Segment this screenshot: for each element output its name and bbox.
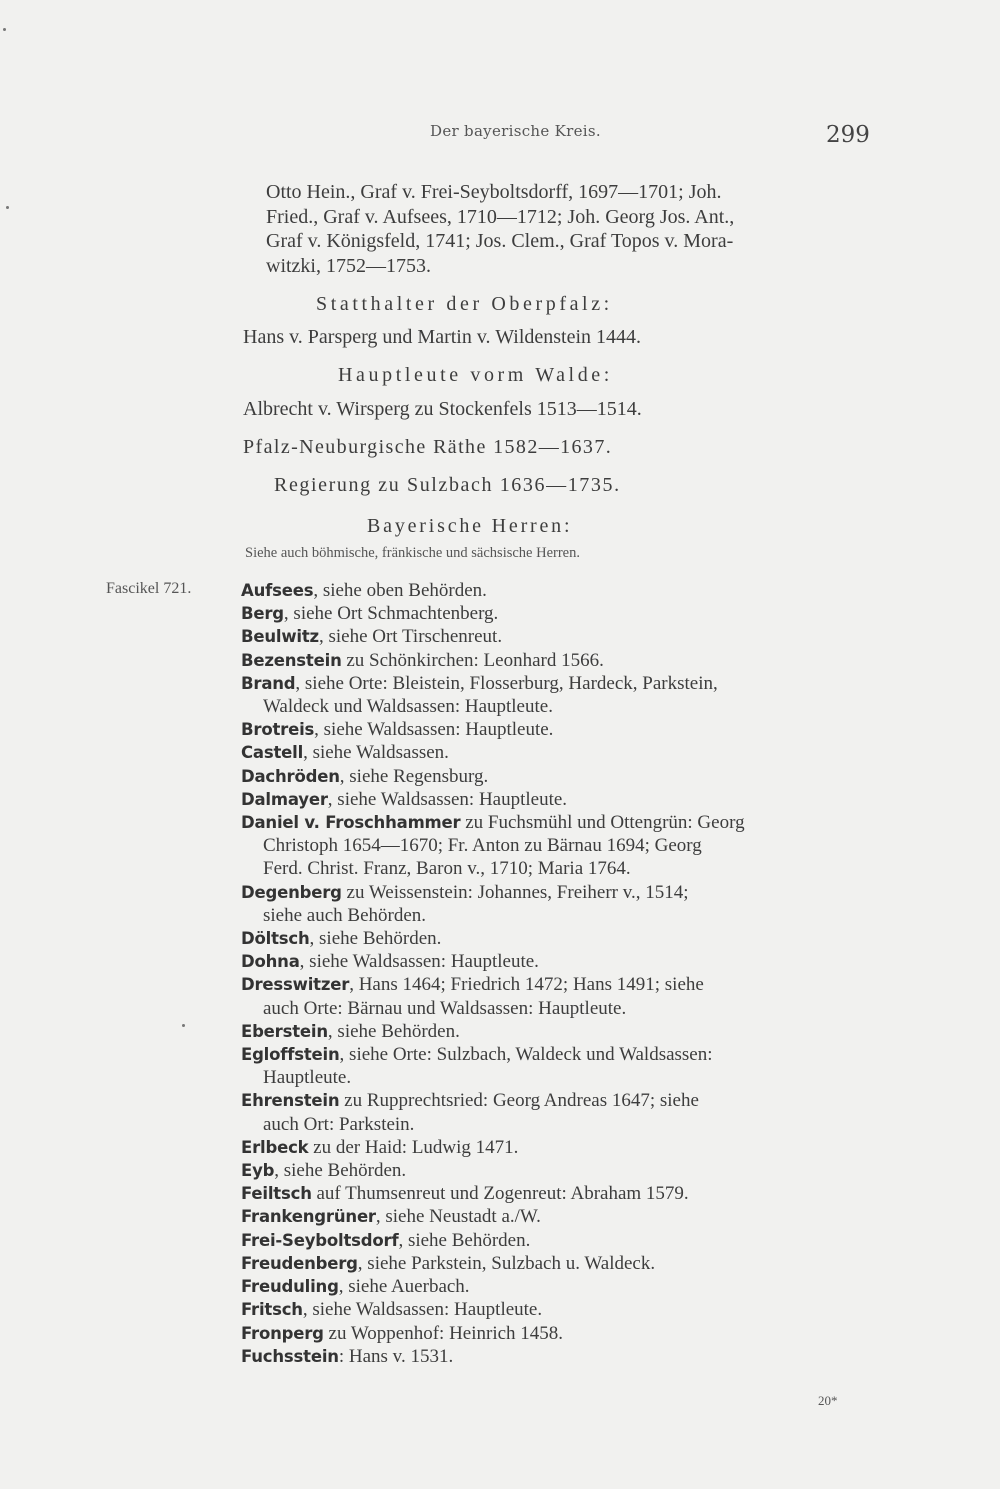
intro-line: witzki, 1752—1753. xyxy=(266,254,431,277)
entry-name: Freuduling xyxy=(241,1277,339,1297)
entry-name: Bezenstein xyxy=(241,650,342,670)
entry-text: , siehe Waldsassen: Hauptleute. xyxy=(302,1299,543,1321)
entry-text: , Hans 1464; Friedrich 1472; Hans 1491; siehe xyxy=(349,974,704,996)
entry-name: Döltsch xyxy=(241,929,310,949)
entry-name: Brotreis xyxy=(241,720,315,740)
entry-name: Fuchsstein xyxy=(241,1346,339,1366)
entry-text: : Hans v. 1531. xyxy=(338,1345,454,1367)
list-item xyxy=(241,625,871,648)
list-item xyxy=(241,1020,871,1043)
entry-name: Feiltsch xyxy=(241,1184,312,1204)
entry-name: Fronperg xyxy=(241,1323,324,1343)
entry-name: Castell xyxy=(241,743,304,763)
entry-name: Eberstein xyxy=(241,1021,328,1041)
entry-text: zu der Haid: Ludwig 1471. xyxy=(308,1136,519,1158)
entry-name: Beulwitz xyxy=(241,627,319,647)
entry-name: Dresswitzer xyxy=(241,975,350,995)
list-item xyxy=(241,1345,871,1368)
entry-text: , siehe oben Behörden. xyxy=(313,580,487,601)
entry-continuation: Christoph 1654—1670; Fr. Anton zu Bärnau 1694; Georg xyxy=(263,835,702,857)
list-item xyxy=(241,1182,871,1205)
entry-text: , siehe Waldsassen: Hauptleute. xyxy=(327,788,568,810)
list-item xyxy=(241,1159,871,1182)
hauptleute-text: Albrecht v. Wirsperg zu Stockenfels 1513—1514. xyxy=(243,398,642,420)
list-item xyxy=(241,950,871,973)
entry-text: zu Woppenhof: Heinrich 1458. xyxy=(323,1322,564,1344)
list-item xyxy=(241,741,871,764)
entry-text: zu Schönkirchen: Leonhard 1566. xyxy=(341,649,604,671)
heading-pfalz-neuburg: Pfalz-Neuburgische Räthe 1582—1637. xyxy=(243,436,613,458)
entry-continuation: auch Ort: Parkstein. xyxy=(263,1113,415,1135)
intro-line: Fried., Graf v. Aufsees, 1710—1712; Joh. Georg Jos. Ant., xyxy=(266,205,735,228)
statthalter-text: Hans v. Parsperg und Martin v. Wildenstein 1444. xyxy=(243,326,642,348)
list-item xyxy=(241,579,871,602)
entry-list xyxy=(241,579,871,1368)
entry-text: , siehe Behörden. xyxy=(309,928,442,950)
entry-name: Dalmayer xyxy=(241,789,328,809)
heading-bayerische-herren: Bayerische Herren: xyxy=(367,515,573,537)
signature-mark: 20* xyxy=(818,1393,838,1408)
entry-name: Brand xyxy=(241,673,296,693)
entry-name: Daniel v. Froschhammer xyxy=(241,813,461,833)
list-item xyxy=(241,788,871,811)
list-item xyxy=(241,1229,871,1252)
entry-name: Degenberg xyxy=(241,882,342,902)
list-item xyxy=(241,811,871,881)
list-item xyxy=(241,1298,871,1321)
entry-text: auf Thumsenreut und Zogenreut: Abraham 1579. xyxy=(311,1183,689,1205)
page-number: 299 xyxy=(826,122,870,148)
list-item xyxy=(241,881,871,927)
entry-text: , siehe Parkstein, Sulzbach u. Waldeck. xyxy=(357,1252,656,1274)
list-item xyxy=(241,1275,871,1298)
intro-paragraph xyxy=(266,180,866,278)
list-item xyxy=(241,1136,871,1159)
entry-name: Fritsch xyxy=(241,1300,303,1320)
entry-continuation: siehe auch Behörden. xyxy=(263,904,427,926)
entry-text: zu Fuchsmühl und Ottengrün: Georg xyxy=(460,812,745,834)
list-item xyxy=(241,973,871,1019)
entry-name: Egloffstein xyxy=(241,1045,340,1065)
entry-name: Aufsees xyxy=(241,581,314,600)
entry-name: Frei-Seyboltsdorf xyxy=(241,1230,399,1250)
entry-name: Frankengrüner xyxy=(241,1207,376,1227)
entry-name: Eyb xyxy=(241,1161,275,1181)
entry-name: Ehrenstein xyxy=(241,1091,340,1111)
heading-statthalter: Statthalter der Oberpfalz: xyxy=(316,293,613,315)
entry-text: , siehe Auerbach. xyxy=(338,1276,470,1298)
entry-continuation: auch Orte: Bärnau und Waldsassen: Hauptleute. xyxy=(263,997,627,1019)
entry-name: Dachröden xyxy=(241,766,340,786)
entry-text: , siehe Neustadt a./W. xyxy=(375,1206,541,1228)
entry-text: , siehe Behörden. xyxy=(327,1020,460,1042)
heading-hauptleute: Hauptleute vorm Walde: xyxy=(338,364,613,386)
entry-continuation: Hauptleute. xyxy=(263,1067,352,1089)
list-item xyxy=(241,649,871,672)
cross-reference-note: Siehe auch böhmische, fränkische und sächsische Herren. xyxy=(245,545,580,561)
heading-sulzbach: Regierung zu Sulzbach 1636—1735. xyxy=(274,474,621,496)
list-item xyxy=(241,765,871,788)
intro-line: Graf v. Königsfeld, 1741; Jos. Clem., Graf Topos v. Mora- xyxy=(266,230,734,252)
scan-speck xyxy=(6,206,9,209)
entry-continuation: Waldeck und Waldsassen: Hauptleute. xyxy=(263,696,553,718)
list-item xyxy=(241,1252,871,1275)
scan-speck xyxy=(3,28,6,31)
entry-text: , siehe Waldsassen: Hauptleute. xyxy=(314,719,554,741)
entry-continuation: Ferd. Christ. Franz, Baron v., 1710; Maria 1764. xyxy=(263,858,631,880)
entry-text: , siehe Behörden. xyxy=(398,1229,531,1251)
list-item xyxy=(241,1043,871,1089)
entry-text: , siehe Regensburg. xyxy=(339,765,489,787)
list-item xyxy=(241,1205,871,1228)
entry-text: zu Rupprechtsried: Georg Andreas 1647; siehe xyxy=(339,1090,699,1112)
intro-line: Otto Hein., Graf v. Frei-Seyboltsdorff, 1697—1701; Joh. xyxy=(266,181,722,203)
entry-name: Freudenberg xyxy=(241,1253,358,1273)
entry-name: Berg xyxy=(241,604,284,624)
list-item xyxy=(241,602,871,625)
list-item xyxy=(241,718,871,741)
entry-text: zu Weissenstein: Johannes, Freiherr v., 1514; xyxy=(341,881,689,903)
entry-name: Erlbeck xyxy=(241,1137,309,1157)
entry-text: , siehe Behörden. xyxy=(274,1160,407,1182)
entry-text: , siehe Orte: Bleistein, Flosserburg, Hardeck, Parkstein, xyxy=(295,672,718,694)
entry-text: , siehe Waldsassen. xyxy=(303,742,449,764)
entry-text: , siehe Orte: Sulzbach, Waldeck und Waldsassen: xyxy=(339,1044,713,1066)
scan-speck xyxy=(182,1024,185,1027)
list-item xyxy=(241,1322,871,1345)
entry-name: Dohna xyxy=(241,952,300,972)
entry-text: , siehe Ort Tirschenreut. xyxy=(318,626,503,648)
list-item xyxy=(241,672,871,718)
list-item xyxy=(241,1089,871,1135)
list-item xyxy=(241,927,871,950)
margin-note-fascikel: Fascikel 721. xyxy=(106,580,192,597)
entry-text: , siehe Ort Schmachtenberg. xyxy=(283,603,499,625)
running-head: Der bayerische Kreis. xyxy=(430,122,601,140)
entry-text: , siehe Waldsassen: Hauptleute. xyxy=(299,951,539,973)
